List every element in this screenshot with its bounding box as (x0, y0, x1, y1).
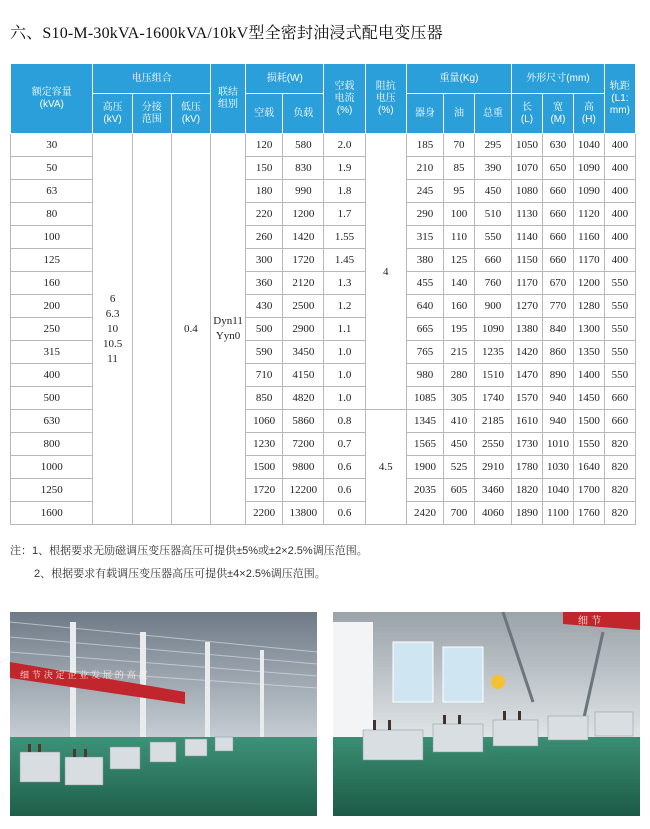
cell-height: 1550 (573, 433, 604, 456)
cell-length: 1140 (512, 226, 543, 249)
header-body-weight: 器身 (406, 94, 443, 134)
cell-no-load-current: 1.55 (324, 226, 365, 249)
cell-body-weight: 640 (406, 295, 443, 318)
cell-capacity: 800 (11, 433, 93, 456)
header-lv: 低压 (kV) (171, 94, 210, 134)
header-voltage-group: 电压组合 (93, 64, 211, 94)
cell-capacity: 1600 (11, 502, 93, 525)
cell-impedance-merged: 4 (365, 134, 406, 410)
cell-body-weight: 185 (406, 134, 443, 157)
cell-no-load-current: 1.0 (324, 341, 365, 364)
header-tap: 分接 范围 (132, 94, 171, 134)
cell-no-load-current: 1.2 (324, 295, 365, 318)
cell-body-weight: 290 (406, 203, 443, 226)
cell-gauge: 550 (604, 318, 635, 341)
cell-body-weight: 1900 (406, 456, 443, 479)
cell-total-weight: 390 (474, 157, 511, 180)
cell-width: 670 (542, 272, 573, 295)
cell-width: 1030 (542, 456, 573, 479)
cell-gauge: 820 (604, 502, 635, 525)
cell-oil-weight: 85 (444, 157, 475, 180)
cell-gauge: 400 (604, 226, 635, 249)
cell-height: 1640 (573, 456, 604, 479)
header-weight: 重量(Kg) (406, 64, 511, 94)
cell-capacity: 630 (11, 410, 93, 433)
cell-capacity: 400 (11, 364, 93, 387)
cell-oil-weight: 280 (444, 364, 475, 387)
cell-no-load-loss: 1230 (246, 433, 283, 456)
cell-load-loss: 7200 (283, 433, 324, 456)
cell-oil-weight: 700 (444, 502, 475, 525)
cell-body-weight: 1085 (406, 387, 443, 410)
left-banner-text: 细 节 决 定 企 业 发 展 的 高 度 (20, 671, 148, 681)
cell-load-loss: 830 (283, 157, 324, 180)
cell-capacity: 160 (11, 272, 93, 295)
cell-width: 650 (542, 157, 573, 180)
cell-width: 630 (542, 134, 573, 157)
cell-load-loss: 1720 (283, 249, 324, 272)
table-row (11, 134, 636, 157)
cell-capacity: 315 (11, 341, 93, 364)
cell-gauge: 660 (604, 410, 635, 433)
header-no-load-loss: 空载 (246, 94, 283, 134)
cell-load-loss: 990 (283, 180, 324, 203)
cell-height: 1400 (573, 364, 604, 387)
cell-oil-weight: 125 (444, 249, 475, 272)
cell-gauge: 400 (604, 157, 635, 180)
cell-total-weight: 760 (474, 272, 511, 295)
header-capacity: 额定容量 (kVA) (11, 64, 93, 134)
cell-oil-weight: 160 (444, 295, 475, 318)
cell-capacity: 250 (11, 318, 93, 341)
cell-no-load-loss: 1720 (246, 479, 283, 502)
cell-total-weight: 1510 (474, 364, 511, 387)
cell-oil-weight: 215 (444, 341, 475, 364)
cell-gauge: 400 (604, 249, 635, 272)
cell-oil-weight: 100 (444, 203, 475, 226)
cell-total-weight: 1235 (474, 341, 511, 364)
cell-vector-merged: Dyn11 Yyn0 (211, 134, 246, 525)
cell-gauge: 550 (604, 295, 635, 318)
spec-table-body (11, 134, 636, 525)
cell-load-loss: 2120 (283, 272, 324, 295)
header-width: 宽 (M) (542, 94, 573, 134)
cell-no-load-loss: 1060 (246, 410, 283, 433)
cell-oil-weight: 450 (444, 433, 475, 456)
cell-height: 1200 (573, 272, 604, 295)
cell-height: 1090 (573, 157, 604, 180)
cell-body-weight: 210 (406, 157, 443, 180)
cell-length: 1080 (512, 180, 543, 203)
cell-no-load-current: 1.0 (324, 364, 365, 387)
cell-width: 770 (542, 295, 573, 318)
cell-body-weight: 1565 (406, 433, 443, 456)
header-gauge: 轨距 (L1: mm) (604, 64, 635, 134)
cell-no-load-current: 1.1 (324, 318, 365, 341)
cell-length: 1730 (512, 433, 543, 456)
cell-height: 1500 (573, 410, 604, 433)
cell-total-weight: 510 (474, 203, 511, 226)
cell-oil-weight: 525 (444, 456, 475, 479)
cell-capacity: 1250 (11, 479, 93, 502)
cell-width: 1010 (542, 433, 573, 456)
cell-capacity: 63 (11, 180, 93, 203)
header-dimensions: 外形尺寸(mm) (512, 64, 605, 94)
cell-oil-weight: 140 (444, 272, 475, 295)
cell-length: 1150 (512, 249, 543, 272)
cell-no-load-loss: 1500 (246, 456, 283, 479)
cell-height: 1300 (573, 318, 604, 341)
cell-total-weight: 660 (474, 249, 511, 272)
cell-height: 1090 (573, 180, 604, 203)
cell-oil-weight: 70 (444, 134, 475, 157)
cell-body-weight: 1345 (406, 410, 443, 433)
cell-oil-weight: 95 (444, 180, 475, 203)
cell-gauge: 820 (604, 479, 635, 502)
cell-length: 1780 (512, 456, 543, 479)
cell-gauge: 400 (604, 203, 635, 226)
cell-width: 860 (542, 341, 573, 364)
header-total-weight: 总重 (474, 94, 511, 134)
cell-gauge: 400 (604, 180, 635, 203)
cell-gauge: 400 (604, 134, 635, 157)
page-title: 六、S10-M-30kVA-1600kVA/10kV型全密封油浸式配电变压器 (10, 25, 443, 42)
cell-no-load-current: 1.0 (324, 387, 365, 410)
cell-no-load-loss: 500 (246, 318, 283, 341)
cell-no-load-current: 0.8 (324, 410, 365, 433)
cell-no-load-current: 1.3 (324, 272, 365, 295)
cell-length: 1170 (512, 272, 543, 295)
factory-photo-right (333, 612, 640, 816)
cell-no-load-loss: 850 (246, 387, 283, 410)
header-loss: 损耗(W) (246, 64, 324, 94)
cell-no-load-loss: 430 (246, 295, 283, 318)
cell-no-load-loss: 710 (246, 364, 283, 387)
cell-no-load-current: 1.45 (324, 249, 365, 272)
cell-no-load-current: 1.8 (324, 180, 365, 203)
cell-load-loss: 3450 (283, 341, 324, 364)
cell-total-weight: 2910 (474, 456, 511, 479)
cell-load-loss: 13800 (283, 502, 324, 525)
cell-width: 940 (542, 387, 573, 410)
cell-body-weight: 2035 (406, 479, 443, 502)
note-1: 注：1、根据要求无励磁调压变压器高压可提供±5%或±2×2.5%调压范围。 (10, 545, 368, 557)
cell-load-loss: 9800 (283, 456, 324, 479)
cell-width: 890 (542, 364, 573, 387)
header-oil-weight: 油 (444, 94, 475, 134)
cell-total-weight: 550 (474, 226, 511, 249)
cell-total-weight: 900 (474, 295, 511, 318)
cell-no-load-current: 1.7 (324, 203, 365, 226)
cell-oil-weight: 605 (444, 479, 475, 502)
notes (10, 540, 368, 586)
header-height: 高 (H) (573, 94, 604, 134)
cell-height: 1040 (573, 134, 604, 157)
cell-total-weight: 450 (474, 180, 511, 203)
cell-gauge: 550 (604, 341, 635, 364)
cell-body-weight: 2420 (406, 502, 443, 525)
cell-length: 1380 (512, 318, 543, 341)
header-hv: 高压 (kV) (93, 94, 132, 134)
cell-height: 1280 (573, 295, 604, 318)
cell-oil-weight: 305 (444, 387, 475, 410)
cell-no-load-loss: 150 (246, 157, 283, 180)
cell-body-weight: 765 (406, 341, 443, 364)
spec-table (10, 63, 636, 525)
cell-gauge: 660 (604, 387, 635, 410)
cell-hv-merged: 6 6.3 10 10.5 11 (93, 134, 132, 525)
cell-capacity: 100 (11, 226, 93, 249)
cell-height: 1350 (573, 341, 604, 364)
cell-width: 1100 (542, 502, 573, 525)
note-2: 2、根据要求有载调压变压器高压可提供±4×2.5%调压范围。 (34, 568, 326, 580)
cell-length: 1570 (512, 387, 543, 410)
cell-gauge: 820 (604, 433, 635, 456)
cell-total-weight: 295 (474, 134, 511, 157)
cell-capacity: 500 (11, 387, 93, 410)
cell-load-loss: 580 (283, 134, 324, 157)
cell-no-load-loss: 220 (246, 203, 283, 226)
cell-load-loss: 5860 (283, 410, 324, 433)
cell-total-weight: 3460 (474, 479, 511, 502)
cell-total-weight: 4060 (474, 502, 511, 525)
cell-no-load-current: 0.7 (324, 433, 365, 456)
cell-capacity: 30 (11, 134, 93, 157)
cell-no-load-current: 0.6 (324, 502, 365, 525)
cell-length: 1610 (512, 410, 543, 433)
cell-gauge: 820 (604, 456, 635, 479)
cell-load-loss: 2500 (283, 295, 324, 318)
cell-body-weight: 980 (406, 364, 443, 387)
cell-load-loss: 4820 (283, 387, 324, 410)
right-banner-text: 细 节 (578, 616, 602, 627)
cell-body-weight: 315 (406, 226, 443, 249)
cell-no-load-loss: 120 (246, 134, 283, 157)
cell-width: 660 (542, 226, 573, 249)
cell-capacity: 200 (11, 295, 93, 318)
cell-width: 660 (542, 180, 573, 203)
cell-no-load-loss: 590 (246, 341, 283, 364)
cell-total-weight: 1740 (474, 387, 511, 410)
cell-height: 1170 (573, 249, 604, 272)
cell-tap-merged (132, 134, 171, 525)
cell-no-load-current: 1.9 (324, 157, 365, 180)
header-vector-group: 联结 组别 (211, 64, 246, 134)
cell-height: 1700 (573, 479, 604, 502)
cell-body-weight: 455 (406, 272, 443, 295)
cell-height: 1160 (573, 226, 604, 249)
cell-no-load-current: 0.6 (324, 456, 365, 479)
cell-length: 1890 (512, 502, 543, 525)
cell-load-loss: 12200 (283, 479, 324, 502)
cell-length: 1070 (512, 157, 543, 180)
cell-width: 940 (542, 410, 573, 433)
cell-no-load-loss: 2200 (246, 502, 283, 525)
cell-width: 840 (542, 318, 573, 341)
cell-height: 1450 (573, 387, 604, 410)
cell-load-loss: 2900 (283, 318, 324, 341)
cell-length: 1270 (512, 295, 543, 318)
cell-lv-merged: 0.4 (171, 134, 210, 525)
cell-length: 1420 (512, 341, 543, 364)
cell-width: 660 (542, 203, 573, 226)
cell-height: 1760 (573, 502, 604, 525)
cell-oil-weight: 410 (444, 410, 475, 433)
cell-gauge: 550 (604, 364, 635, 387)
cell-oil-weight: 195 (444, 318, 475, 341)
cell-body-weight: 380 (406, 249, 443, 272)
header-impedance: 阻抗 电压 (%) (365, 64, 406, 134)
header-load-loss: 负载 (283, 94, 324, 134)
cell-load-loss: 4150 (283, 364, 324, 387)
cell-length: 1050 (512, 134, 543, 157)
header-no-load-current: 空载 电流 (%) (324, 64, 365, 134)
cell-width: 660 (542, 249, 573, 272)
cell-gauge: 550 (604, 272, 635, 295)
cell-width: 1040 (542, 479, 573, 502)
cell-no-load-loss: 360 (246, 272, 283, 295)
cell-no-load-loss: 180 (246, 180, 283, 203)
cell-no-load-loss: 300 (246, 249, 283, 272)
cell-body-weight: 245 (406, 180, 443, 203)
cell-total-weight: 2550 (474, 433, 511, 456)
cell-no-load-current: 2.0 (324, 134, 365, 157)
cell-capacity: 50 (11, 157, 93, 180)
cell-load-loss: 1200 (283, 203, 324, 226)
cell-oil-weight: 110 (444, 226, 475, 249)
cell-total-weight: 1090 (474, 318, 511, 341)
cell-body-weight: 665 (406, 318, 443, 341)
cell-length: 1820 (512, 479, 543, 502)
cell-capacity: 125 (11, 249, 93, 272)
cell-impedance-merged: 4.5 (365, 410, 406, 525)
cell-no-load-loss: 260 (246, 226, 283, 249)
cell-height: 1120 (573, 203, 604, 226)
cell-capacity: 80 (11, 203, 93, 226)
cell-length: 1130 (512, 203, 543, 226)
cell-capacity: 1000 (11, 456, 93, 479)
header-length: 长 (L) (512, 94, 543, 134)
cell-load-loss: 1420 (283, 226, 324, 249)
cell-length: 1470 (512, 364, 543, 387)
factory-photo-left (10, 612, 317, 816)
cell-no-load-current: 0.6 (324, 479, 365, 502)
cell-total-weight: 2185 (474, 410, 511, 433)
